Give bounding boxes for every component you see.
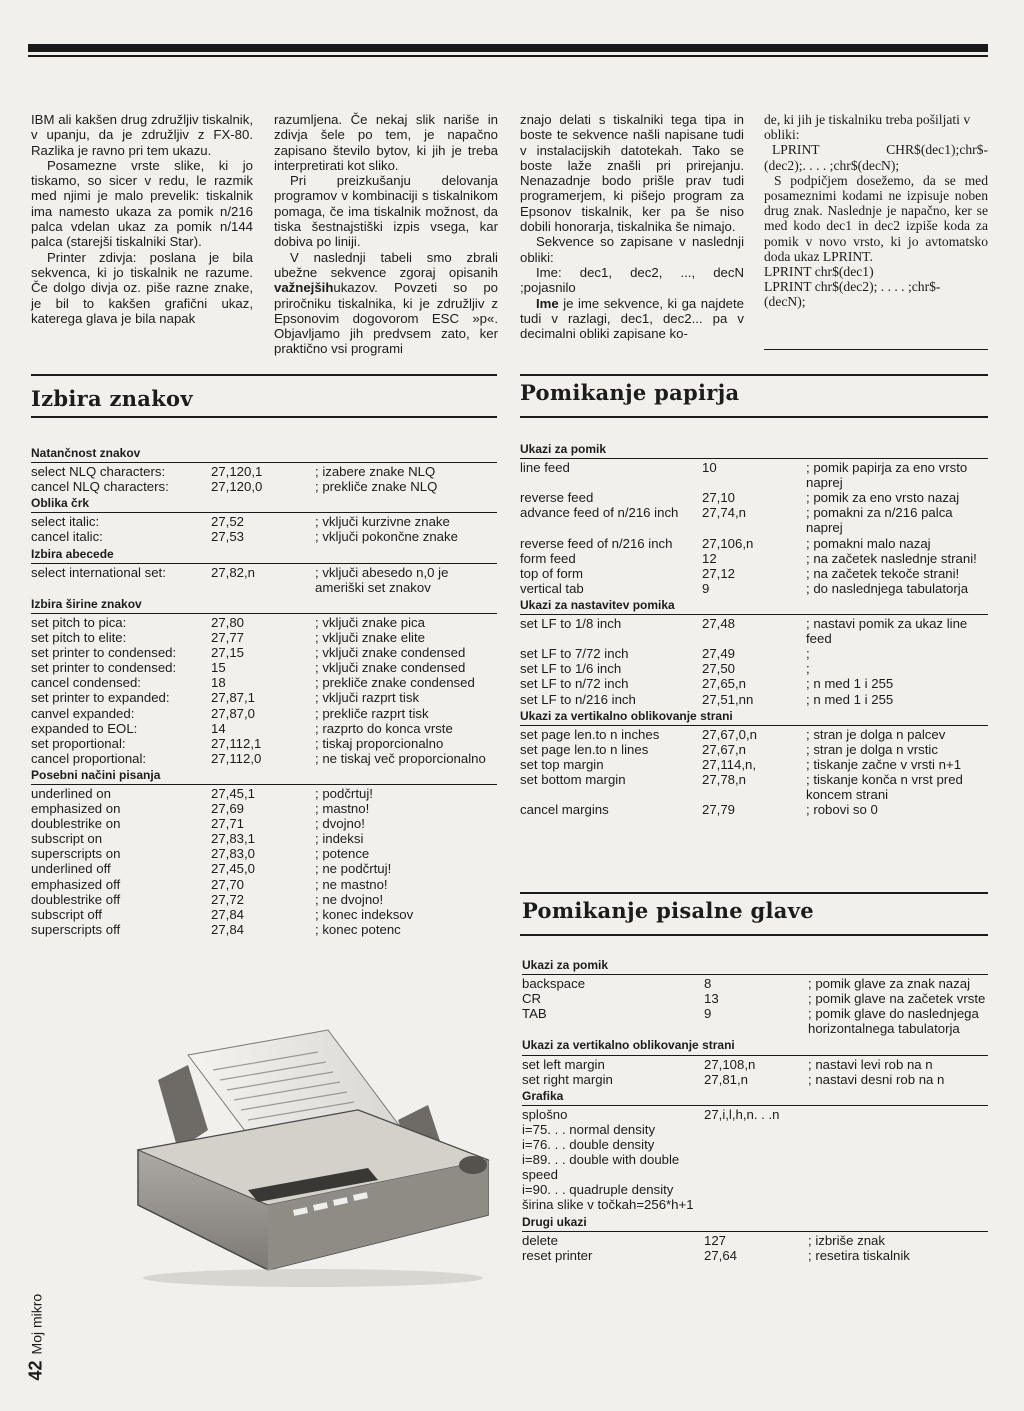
paragraph: Pri preizkušanju delovanja programov v kombinaciji s tiskalnikom pomaga, če ima tiskalnik možnost, da tiska šestnajstiški izpis vsega, kar dobiva po liniji.: [274, 173, 498, 250]
command-code: 27,53: [211, 529, 245, 545]
command-description: ; resetira tiskalnik: [808, 1247, 910, 1263]
command-name: set printer to expanded:: [31, 690, 170, 706]
command-name: set pitch to pica:: [31, 614, 127, 630]
table-row: [31, 630, 497, 645]
command-description: ; ne mastno!: [315, 876, 388, 892]
paragraph: [520, 296, 744, 342]
table-row: [522, 1072, 988, 1087]
table-row: [520, 742, 988, 757]
command-code: 27,67,0,n: [702, 726, 757, 742]
command-code: 10: [702, 460, 717, 476]
table-row: [31, 660, 497, 675]
command-name: select NLQ characters:: [31, 464, 166, 480]
command-description: ; konec indeksov: [315, 906, 414, 922]
table-row: [520, 772, 988, 802]
paragraph: razumljena. Če nekaj slik nariše in zdivja šele po tem, je napačno zapisano število bytov, ki jih je treba interpretirati kot sliko.: [274, 112, 498, 173]
command-description: ; prekliče znake NLQ: [315, 479, 438, 495]
command-name: reverse feed of n/216 inch: [520, 535, 673, 551]
code-line: (decN);: [764, 294, 806, 310]
command-code: 27,48: [702, 616, 736, 632]
command-description: ; nastavi levi rob na n: [808, 1056, 933, 1072]
table-row: [520, 757, 988, 772]
table-row: [520, 490, 988, 505]
command-description: ; prekliče razprt tisk: [315, 705, 429, 721]
table-row: [522, 1197, 988, 1212]
command-description: ; na začetek naslednje strani!: [806, 550, 977, 566]
command-name: cancel proportional:: [31, 750, 147, 766]
table-group-heading: Ukazi za pomik: [522, 958, 609, 972]
paragraph: de, ki jih je tiskalniku treba pošiljati v obliki:: [764, 112, 971, 143]
command-name: canvel expanded:: [31, 705, 135, 721]
table-group-heading: Ukazi za vertikalno oblikovanje strani: [522, 1038, 735, 1053]
command-description: ; prekliče znake condensed: [315, 675, 475, 691]
command-name: line feed: [520, 460, 570, 476]
command-description: ; vključi znake condensed: [315, 660, 466, 676]
table-row: [520, 692, 988, 707]
table-row: [522, 1152, 988, 1182]
command-name: underlined on: [31, 785, 111, 801]
table-rule: [522, 1055, 988, 1056]
command-name: i=90. . . quadruple density: [522, 1182, 674, 1198]
command-name: i=89. . . double with double speed: [522, 1152, 680, 1183]
section-heading-papir: Pomikanje papirja: [520, 380, 740, 405]
command-description: ; vključi abesedo n,0 je ameriški set znakov: [315, 564, 449, 595]
table-row: [520, 460, 988, 490]
command-code: 27,49: [702, 646, 736, 662]
command-name: set LF to n/216 inch: [520, 691, 636, 707]
section-rule: [31, 374, 497, 376]
command-name: TAB: [522, 1006, 547, 1022]
command-code: 27,81,n: [704, 1071, 748, 1087]
magazine-name: Moj mikro: [28, 1293, 45, 1355]
table-group-heading: Grafika: [522, 1088, 564, 1103]
paragraph: [274, 250, 498, 357]
command-name: širina slike v točkah=256*h+1: [522, 1197, 694, 1213]
command-name: set LF to 1/8 inch: [520, 616, 622, 632]
command-code: 27,67,n: [702, 741, 746, 757]
command-description: ; stran je dolga n vrstic: [806, 741, 938, 757]
command-description: ; pomik glave do naslednjega horizontalnega tabulatorja: [808, 1006, 979, 1037]
table-row: [520, 646, 988, 661]
table-rule: [520, 725, 988, 726]
command-name: underlined off: [31, 861, 111, 877]
code-line: LPRINT chr$(dec2); . . . . ;chr$-: [764, 279, 941, 295]
table-rule: [31, 462, 497, 463]
command-name: delete: [522, 1232, 558, 1248]
command-code: 27,52: [211, 514, 245, 530]
command-description: ; podčrtuj!: [315, 785, 373, 801]
command-description: ; n med 1 i 255: [806, 676, 894, 692]
command-code: 27,45,1: [211, 785, 255, 801]
paragraph-text: ukazov. Povzeti so po priročniku tiskalnika, ki je združljiv z Epsonovim dogovorom ESC »p«. Objavljamo jih predvsem zato, ker praktično vsi programi: [274, 280, 498, 357]
command-code: 27,112,1: [211, 735, 262, 751]
command-code: 27,112,0: [211, 750, 262, 766]
emphasis: važnejših: [274, 280, 334, 296]
command-description: ; vključi pokončne znake: [315, 529, 458, 545]
table-group-heading: Drugi ukazi: [522, 1214, 587, 1229]
command-code: 27,80: [211, 614, 245, 630]
command-code: 27,51,nn: [702, 691, 754, 707]
table-row: [522, 991, 988, 1006]
command-code: [704, 1122, 808, 1137]
table-row: [31, 514, 497, 529]
table-row: [520, 802, 988, 817]
command-name: set page len.to n inches: [520, 726, 660, 742]
command-name: set left margin: [522, 1056, 605, 1072]
command-description: [808, 1107, 988, 1122]
code-text: CHR$(dec1);chr$-: [886, 142, 988, 158]
command-description: [808, 1182, 988, 1197]
command-code: 27,65,n: [702, 676, 746, 692]
command-description: ; nastavi pomik za ukaz line feed: [806, 616, 968, 647]
command-code: 9: [702, 580, 710, 596]
command-code: 27,45,0: [211, 861, 255, 877]
table-row: [520, 505, 988, 535]
table-row: [522, 1122, 988, 1137]
command-code: 27,64: [704, 1247, 738, 1263]
command-code: 15: [211, 660, 226, 676]
command-name: set printer to condensed:: [31, 645, 177, 661]
command-name: set LF to n/72 inch: [520, 676, 629, 692]
code-line: [764, 142, 988, 157]
command-name: backspace: [522, 976, 586, 992]
command-code: 27,82,n: [211, 564, 255, 580]
section-heading-izbira: Izbira znakov: [31, 386, 193, 411]
command-code: 27,69: [211, 801, 245, 817]
table-rule: [522, 1105, 988, 1106]
command-description: ; pomik glave za znak nazaj: [808, 976, 970, 992]
command-description: ; konec potenc: [315, 921, 401, 937]
command-code: [704, 1197, 808, 1212]
command-name: advance feed of n/216 inch: [520, 505, 679, 521]
paragraph-text: V naslednji tabeli smo zbrali ubežne sekvence zgoraj opisanih: [274, 249, 498, 280]
table-group-heading: Posebni načini pisanja: [31, 767, 161, 782]
command-code: [704, 1152, 808, 1182]
command-code: 27,50: [702, 661, 736, 677]
table-row: [522, 976, 988, 991]
command-code: 27,83,0: [211, 846, 255, 862]
table-row: [520, 661, 988, 676]
command-description: ; pomik papirja za eno vrsto naprej: [806, 460, 968, 491]
command-name: set right margin: [522, 1071, 613, 1087]
command-code: 27,i,l,h,n. . .n: [704, 1106, 780, 1122]
command-description: ; ne podčrtuj!: [315, 861, 392, 877]
table-row: [520, 581, 988, 596]
command-description: ; razprto do konca vrste: [315, 720, 453, 736]
command-code: 27,106,n: [702, 535, 754, 551]
command-code: 27,12: [702, 565, 736, 581]
command-name: splošno: [522, 1106, 568, 1122]
table-row: [31, 907, 497, 922]
command-name: i=75. . . normal density: [522, 1121, 656, 1137]
command-description: ; ne dvojno!: [315, 891, 384, 907]
table-rule: [31, 784, 497, 785]
command-name: form feed: [520, 550, 576, 566]
table-group-heading: Oblika črk: [31, 496, 90, 511]
command-description: ; vključi znake elite: [315, 630, 425, 646]
paragraph: Ime: dec1, dec2, ..., decN ;pojasnilo: [520, 264, 744, 296]
command-name: set LF to 7/72 inch: [520, 646, 629, 662]
command-code: 8: [704, 976, 712, 992]
text-column-1: [31, 112, 253, 326]
paragraph: S podpičjem dosežemo, da se med posameznimi kodami ne izpisuje noben drug znak. Naslednje je napačno, ker se med kodo dec1 in dec2 izpiše koda za pomik v novo vrsto, ki jo avtomatsko doda ukaz LPRINT.: [764, 172, 988, 264]
text-column-4: [764, 112, 988, 310]
command-name: emphasized on: [31, 801, 121, 817]
table-row: [522, 1233, 988, 1248]
command-description: ; mastno!: [315, 801, 370, 817]
table-rule: [522, 974, 988, 975]
command-code: 27,71: [211, 816, 245, 832]
command-code: 27,120,1: [211, 464, 263, 480]
table-row: [31, 645, 497, 660]
paragraph: Posamezne vrste slike, ki jo tiskamo, so sicer v redu, le razmik med njimi je malo prevelik: tiskalnik ima namesto ukaza za pomik n/216 palca vdelan ukaz za pomik n/144 palca (starejši tiskalniki Star).: [31, 157, 253, 250]
table-row: [31, 751, 497, 766]
command-description: ; potence: [315, 846, 370, 862]
command-description: ; pomik glave na začetek vrste: [808, 991, 986, 1007]
command-description: ; n med 1 i 255: [806, 691, 894, 707]
page-footer: [12, 1290, 52, 1380]
command-name: subscript on: [31, 831, 103, 847]
command-name: select italic:: [31, 514, 100, 530]
command-code: 27,10: [702, 490, 736, 506]
table-group-heading: Ukazi za nastavitev pomika: [520, 597, 675, 612]
command-code: 27,83,1: [211, 831, 255, 847]
command-description: [808, 1137, 988, 1152]
command-description: ; pomakni za n/216 palca naprej: [806, 505, 953, 536]
command-description: ; vključi znake pica: [315, 614, 425, 630]
command-description: ; izabere znake NLQ: [315, 464, 436, 480]
table-row: [31, 479, 497, 494]
table-row: [520, 551, 988, 566]
command-code: 18: [211, 675, 226, 691]
command-description: ; vključi znake condensed: [315, 645, 466, 661]
table-row: [31, 706, 497, 721]
column-end-rule: [764, 349, 988, 350]
command-name: set LF to 1/6 inch: [520, 661, 622, 677]
text-column-3: [520, 112, 744, 341]
command-description: ; pomakni malo nazaj: [806, 535, 931, 551]
command-code: 27,74,n: [702, 505, 746, 521]
table-row: [31, 801, 497, 816]
table-rule: [31, 512, 497, 513]
command-description: ;: [806, 661, 810, 677]
paragraph: Printer zdivja: poslana je bila sekvenca, ki jo tiskalnik ne razume. Če dolgo divja oz. piše razne znake, je bil to kakšen grafični ukaz, katerega glava je bila napak: [31, 249, 253, 326]
command-name: cancel margins: [520, 802, 609, 818]
command-code: 14: [211, 720, 226, 736]
command-code: 27,70: [211, 876, 245, 892]
command-code: 27,72: [211, 891, 245, 907]
command-description: ; robovi so 0: [806, 802, 878, 818]
command-code: 27,114,n,: [702, 756, 757, 772]
code-keyword: LPRINT: [772, 142, 820, 158]
paragraph-text: je ime sekvence, ki ga najdete tudi v razlagi, dec1, dec2... pa v decimalni obliki zapisane ko-: [520, 295, 744, 342]
table-row: [522, 1182, 988, 1197]
print-head-table: [522, 956, 988, 1263]
command-description: [808, 1197, 988, 1212]
table-rule: [522, 1231, 988, 1232]
table-row: [520, 536, 988, 551]
table-row: [31, 615, 497, 630]
command-name: reverse feed: [520, 490, 594, 506]
table-row: [31, 786, 497, 801]
command-name: i=76. . . double density: [522, 1137, 655, 1153]
command-code: 27,84: [211, 921, 245, 937]
command-code: 27,87,0: [211, 705, 255, 721]
code-line: (dec2);. . . . ;chr$(decN);: [764, 157, 900, 173]
table-row: [520, 566, 988, 581]
command-description: ; indeksi: [315, 831, 364, 847]
command-name: expanded to EOL:: [31, 720, 138, 736]
table-row: [31, 690, 497, 705]
command-name: superscripts off: [31, 921, 121, 937]
command-code: 12: [702, 550, 717, 566]
command-code: [704, 1182, 808, 1197]
paragraph: znajo delati s tiskalniki tega tipa in boste te sekvence našli napisane tudi v instalacijskih datotekah. Tako se boste laže znašli pri prirejanju. Nenazadnje bodo prišle prav tudi programerjem, ki pišejo program za Epsonov tiskalnik, ker pa še niso dobili honorarja, tiskalnika še nimajo.: [520, 112, 744, 235]
table-row: [520, 727, 988, 742]
command-description: ; dvojno!: [315, 816, 365, 832]
command-description: [808, 1122, 988, 1137]
top-rule-thin: [28, 55, 988, 57]
table-row: [522, 1006, 988, 1036]
command-name: doublestrike on: [31, 816, 121, 832]
command-code: 27,15: [211, 645, 245, 661]
command-description: ; do naslednjega tabulatorja: [806, 580, 969, 596]
table-rule: [31, 563, 497, 564]
table-row: [31, 846, 497, 861]
command-description: ; tiskanje konča n vrst pred koncem strani: [806, 771, 963, 803]
command-name: reset printer: [522, 1247, 593, 1263]
command-name: cancel NLQ characters:: [31, 479, 169, 495]
command-code: 27,79: [702, 802, 736, 818]
command-name: top of form: [520, 565, 584, 581]
table-group-heading: Natančnost znakov: [31, 446, 141, 460]
table-row: [522, 1107, 988, 1122]
command-name: select international set:: [31, 564, 166, 580]
command-code: 27,77: [211, 630, 245, 646]
command-description: [808, 1152, 988, 1182]
table-row: [522, 1137, 988, 1152]
command-name: cancel condensed:: [31, 675, 141, 691]
command-description: ; stran je dolga n palcev: [806, 726, 946, 742]
command-code: 27,108,n: [704, 1056, 756, 1072]
table-rule: [520, 458, 988, 459]
command-name: vertical tab: [520, 580, 584, 596]
table-group-heading: Izbira abecede: [31, 546, 114, 561]
section-rule: [520, 416, 988, 418]
table-row: [31, 464, 497, 479]
command-name: set bottom margin: [520, 771, 626, 787]
table-row: [31, 565, 497, 595]
table-row: [31, 816, 497, 831]
table-row: [31, 529, 497, 544]
top-rule: [28, 44, 988, 52]
command-name: subscript off: [31, 906, 102, 922]
command-description: ; pomik za eno vrsto nazaj: [806, 490, 960, 506]
command-name: set proportional:: [31, 735, 126, 751]
command-description: ;: [806, 646, 810, 662]
command-name: cancel italic:: [31, 529, 103, 545]
table-row: [31, 861, 497, 876]
page-number: 42: [25, 1360, 46, 1381]
command-description: ; vključi razprt tisk: [315, 690, 420, 706]
command-name: emphasized off: [31, 876, 121, 892]
table-row: [31, 675, 497, 690]
emphasis: Ime: [536, 295, 559, 311]
command-code: 27,78,n: [702, 771, 746, 787]
dot-matrix-printer-image: [128, 1000, 498, 1290]
command-code: 27,84: [211, 906, 245, 922]
table-row: [520, 616, 988, 646]
text-column-2: [274, 112, 498, 357]
command-description: ; izbriše znak: [808, 1232, 885, 1248]
table-row: [31, 892, 497, 907]
command-code: 13: [704, 991, 719, 1007]
left-command-table: [31, 444, 497, 937]
paper-feed-table: [520, 440, 988, 817]
command-name: set page len.to n lines: [520, 741, 649, 757]
command-description: ; na začetek tekoče strani!: [806, 565, 960, 581]
section-rule: [31, 416, 497, 418]
table-row: [31, 922, 497, 937]
page-footer-text: [26, 1281, 47, 1381]
paragraph: Sekvence so zapisane v naslednji obliki:: [520, 234, 744, 265]
table-row: [520, 676, 988, 691]
section-heading-glava: Pomikanje pisalne glave: [522, 898, 814, 923]
command-description: ; ne tiskaj več proporcionalno: [315, 750, 486, 766]
section-rule: [520, 374, 988, 376]
command-name: set top margin: [520, 756, 604, 772]
table-row: [522, 1057, 988, 1072]
table-group-heading: Ukazi za vertikalno oblikovanje strani: [520, 708, 733, 723]
table-row: [522, 1248, 988, 1263]
command-code: [704, 1137, 808, 1152]
table-row: [31, 831, 497, 846]
command-description: ; vključi kurzivne znake: [315, 514, 450, 530]
command-name: CR: [522, 991, 542, 1007]
table-rule: [520, 614, 988, 615]
command-description: ; tiskanje začne v vrsti n+1: [806, 756, 962, 772]
table-group-heading: Izbira širine znakov: [31, 596, 142, 611]
command-code: 27,87,1: [211, 690, 255, 706]
command-name: set pitch to elite:: [31, 630, 127, 646]
command-description: ; nastavi desni rob na n: [808, 1071, 945, 1087]
command-description: ; tiskaj proporcionalno: [315, 735, 444, 751]
section-rule: [520, 934, 988, 936]
table-group-heading: Ukazi za pomik: [520, 442, 607, 456]
command-name: set printer to condensed:: [31, 660, 177, 676]
section-rule: [520, 892, 988, 894]
command-name: superscripts on: [31, 846, 121, 862]
table-row: [31, 877, 497, 892]
code-line: LPRINT chr$(dec1): [764, 264, 874, 280]
command-name: doublestrike off: [31, 891, 121, 907]
command-code: 9: [704, 1006, 712, 1022]
command-code: 27,120,0: [211, 479, 263, 495]
table-row: [31, 721, 497, 736]
paragraph: IBM ali kakšen drug združljiv tiskalnik, v upanju, da je združljiv z FX-80. Razlika je ravno pri tem ukazu.: [31, 112, 253, 158]
table-row: [31, 736, 497, 751]
command-code: 127: [704, 1232, 727, 1248]
table-rule: [31, 613, 497, 614]
